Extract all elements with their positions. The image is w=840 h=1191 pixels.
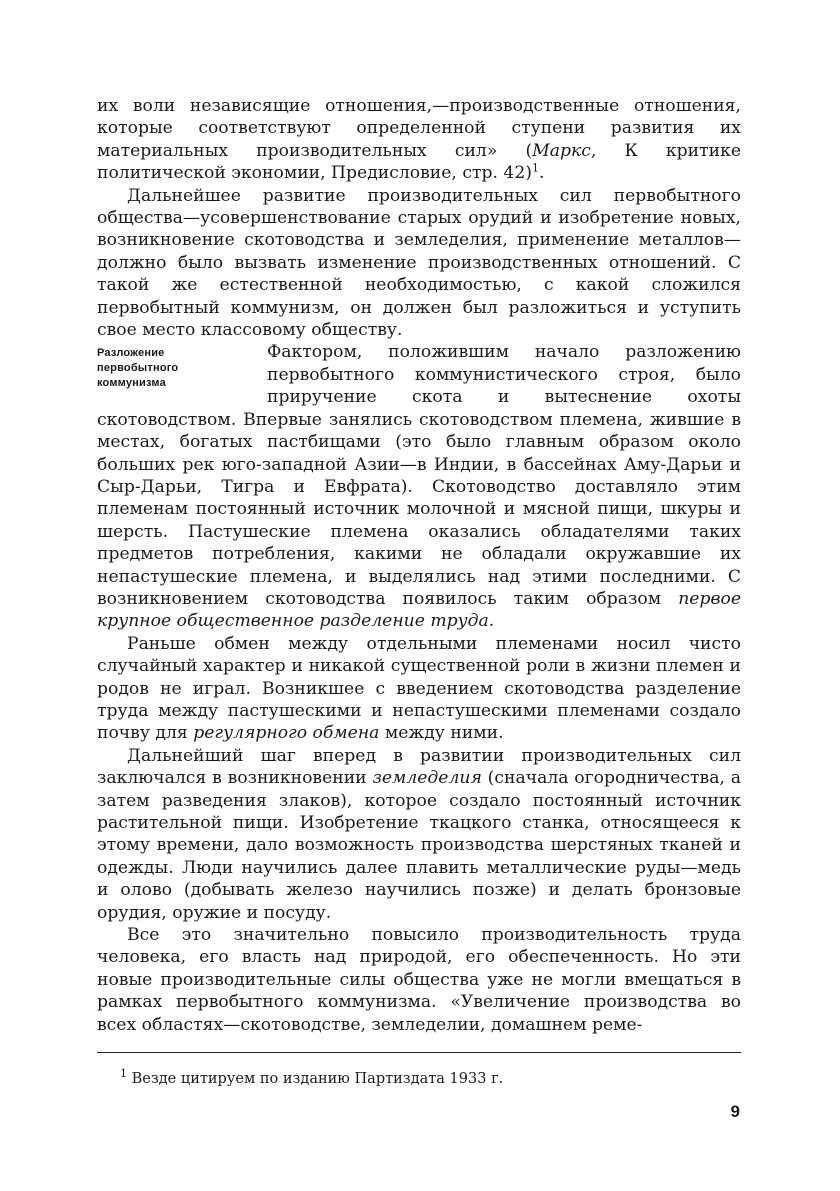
side-heading-line: коммунизма [97, 377, 166, 390]
side-heading-line: Разложение [97, 347, 165, 360]
text-run: Дальнейший шаг вперед в развитии производительных сил заключался в возникновении [97, 745, 741, 789]
paragraph-1 [97, 95, 741, 185]
page-number: 9 [730, 1102, 740, 1121]
side-heading-line: первобытного [97, 362, 179, 375]
footnote [120, 1069, 740, 1089]
emphasis-italic: земледелия [372, 768, 482, 789]
paragraph-2: Дальнейшее развитие производительных сил первобытного общества—усовершенствование старых орудий и изобретение новых, возникновение скотоводства и земледелия, применение металлов—должно было вызвать изменение производственных отношений. С такой же естественной необходимостью, с какой сложился первобытный коммунизм, он должен был разложиться и уступить свое место классовому обществу. [97, 185, 741, 341]
text-run: (сначала огородничества, а затем разведения злаков), которое создало постоянный источник растительной пищи. Изобретение ткацкого станка, относящееся к этому времени, дало возможность производства шерстяных тканей и одежды. Люди научились далее плавить металлические руды—медь и олово (добывать железо научились позже) и делать бронзовые орудия, оружие и посуду. [97, 768, 741, 923]
text-run: их воли независящие отношения,—производственные отношения, которые соответствуют определенной ступени развития их материальных производительных сил» ( [97, 96, 741, 161]
emphasis-italic: регулярного обмена [193, 723, 380, 744]
footnote-divider [97, 1052, 741, 1053]
footnote-mark: 1 [120, 1067, 127, 1081]
emphasis-italic: первое крупное общественное разделение труда [97, 588, 741, 632]
author-italic: Маркс [532, 140, 591, 161]
text-run: между ними. [379, 723, 504, 744]
footnote-text: Везде цитируем по изданию Партиздата 1933 г. [131, 1071, 504, 1087]
paragraph-5 [97, 745, 741, 924]
paragraph-6: Все это значительно повысило производительность труда человека, его власть над природой, его обеспеченность. Но эти новые производительные силы общества уже не могли вмещаться в рамках первобытного коммунизма. «Увеличение производства во всех областях—скотоводстве, земледелии, домашнем реме- [97, 925, 741, 1035]
footnote-ref: 1 [532, 161, 539, 175]
text-run: . [539, 163, 545, 184]
section-with-side-heading [97, 341, 741, 632]
page-body [97, 95, 741, 1036]
paragraph-4 [97, 633, 741, 745]
text-run: , К критике политической экономии, Предисловие, стр. 42) [97, 140, 741, 184]
text-run: Раньше обмен между отдельными племенами носил чисто случайный характер и никакой существенной роли в жизни племен и родов не играл. Возникшее с введением скотоводства разделение труда между пастушескими и непастушескими племенами создало почву для [97, 633, 741, 744]
side-heading [97, 346, 267, 391]
text-run: . [488, 611, 495, 632]
text-run: Фактором, положившим начало разложению первобытного коммунистического строя, было приручение скота и вытеснение охоты скотоводством. Впервые занялись скотоводством племена, жившие в местах, богатых пастбищами (это было главным образом около больших рек юго-западной Азии—в Индии, в бассейнах Аму-Дарьи и Сыр-Дарьи, Тигра и Евфрата). Скотоводство доставляло этим племенам постоянный источник молочной и мясной пищи, шкуры и шерсть. Пастушеские племена оказались обладателями таких предметов потребления, какими не обладали окружавшие их непастушеские племена, и выделялись над этими последними. С возникновением скотоводства появилось таким образом [97, 342, 741, 609]
